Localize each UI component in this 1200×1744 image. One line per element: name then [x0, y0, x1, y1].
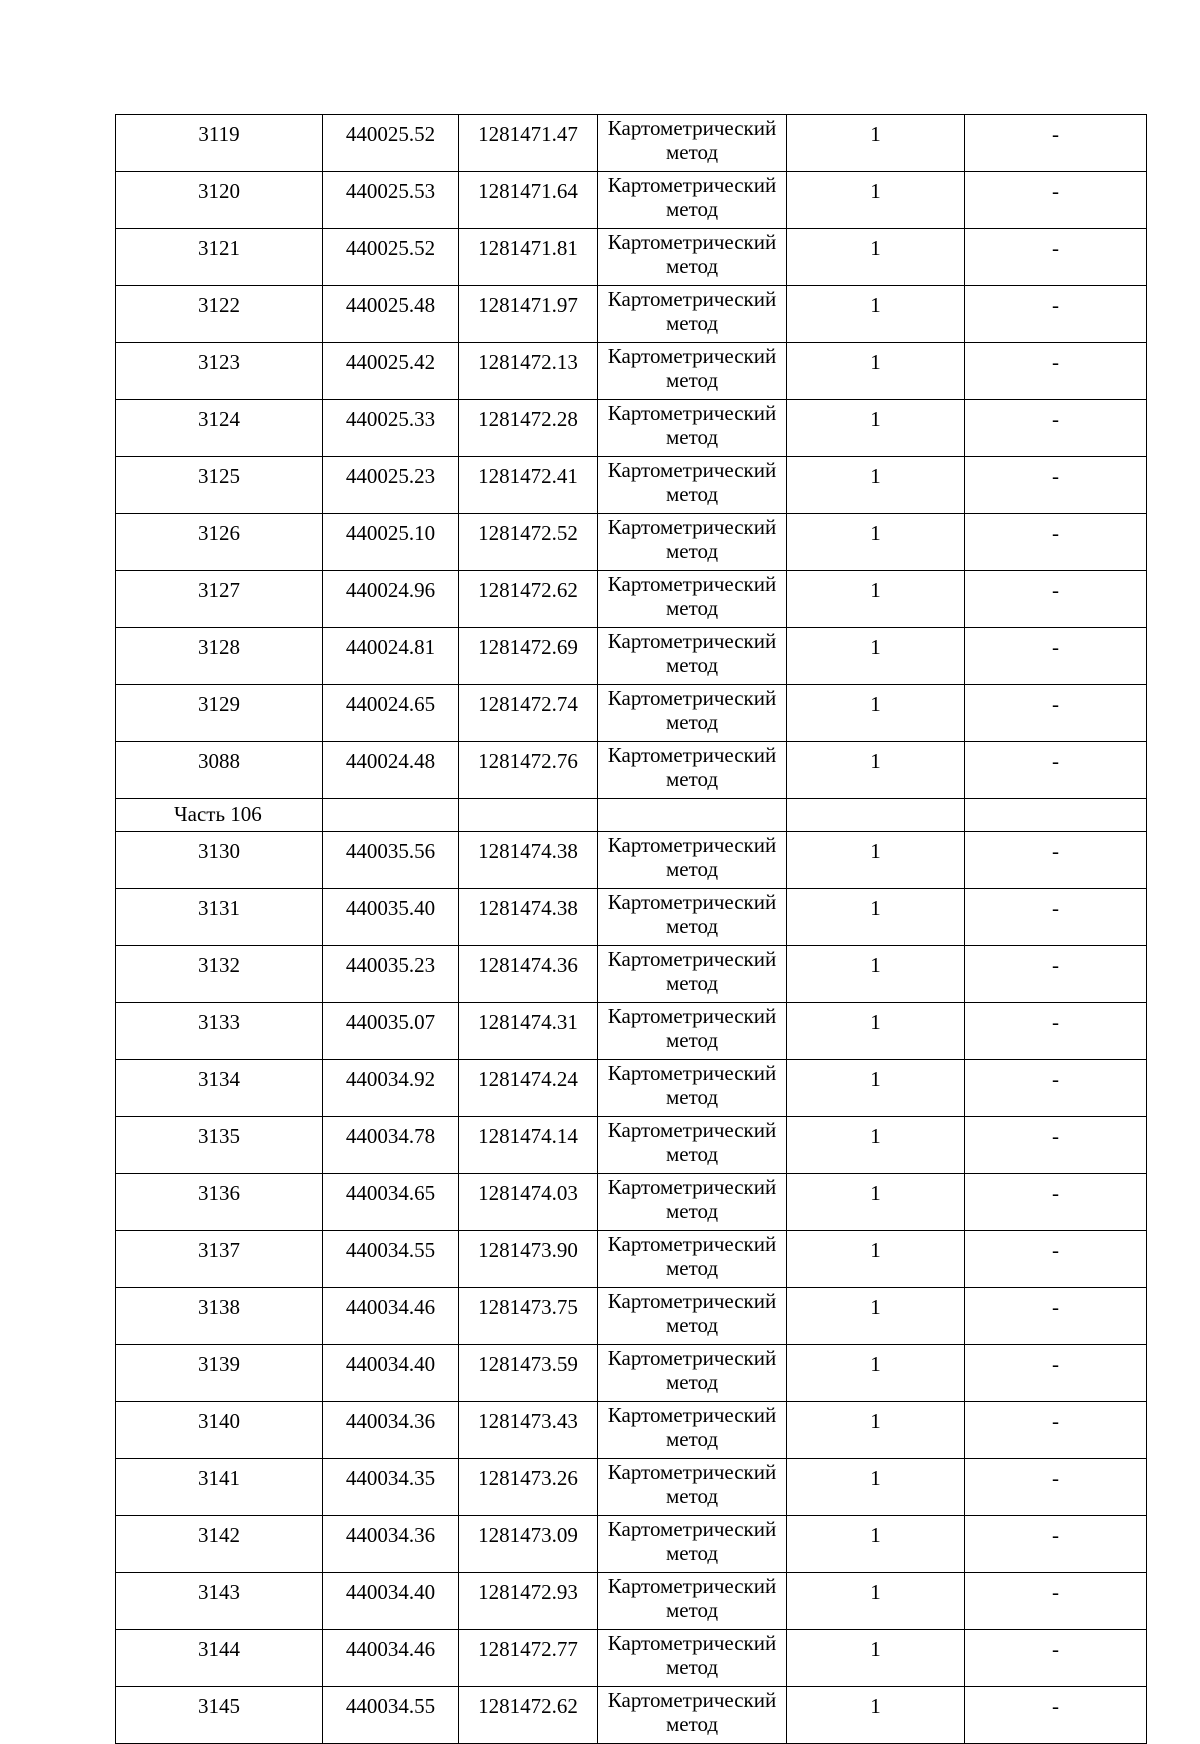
method-cell: [598, 946, 787, 1003]
point-number-cell: 3127: [116, 571, 323, 628]
x-coordinate-cell: 440024.65: [323, 685, 459, 742]
x-coordinate-cell: 440034.36: [323, 1402, 459, 1459]
method-line-1: Картометрический: [607, 890, 777, 914]
method-cell: [598, 1345, 787, 1402]
method-line-2: метод: [665, 971, 719, 995]
method-cell: [598, 1288, 787, 1345]
table-row: [116, 1402, 1147, 1459]
y-coordinate-cell: 1281472.69: [459, 628, 598, 685]
table-row: [116, 115, 1147, 172]
accuracy-cell: 1: [787, 889, 965, 946]
note-cell: -: [965, 286, 1147, 343]
method-cell: [598, 571, 787, 628]
method-line-1: Картометрический: [607, 1175, 777, 1199]
note-cell: -: [965, 832, 1147, 889]
table-row: [116, 1174, 1147, 1231]
note-cell: -: [965, 1288, 1147, 1345]
method-cell: [598, 1003, 787, 1060]
point-number-cell: 3145: [116, 1687, 323, 1744]
table-row: [116, 172, 1147, 229]
point-number-cell: 3122: [116, 286, 323, 343]
y-coordinate-cell: 1281473.59: [459, 1345, 598, 1402]
method-line-2: метод: [665, 197, 719, 221]
method-line-2: метод: [665, 1199, 719, 1223]
table-row: [116, 1231, 1147, 1288]
method-cell: [598, 400, 787, 457]
part-header-row: [116, 799, 1147, 832]
method-cell: [598, 457, 787, 514]
table-row: [116, 1288, 1147, 1345]
note-cell: -: [965, 172, 1147, 229]
y-coordinate-cell: 1281474.31: [459, 1003, 598, 1060]
note-cell: -: [965, 1345, 1147, 1402]
x-coordinate-cell: 440034.36: [323, 1516, 459, 1573]
table-row: [116, 1516, 1147, 1573]
method-line-2: метод: [665, 539, 719, 563]
y-coordinate-cell: 1281474.38: [459, 832, 598, 889]
x-coordinate-cell: 440025.53: [323, 172, 459, 229]
point-number-cell: 3137: [116, 1231, 323, 1288]
note-cell: -: [965, 1231, 1147, 1288]
y-coordinate-cell: 1281472.52: [459, 514, 598, 571]
table-row: [116, 457, 1147, 514]
method-line-2: метод: [665, 1484, 719, 1508]
x-coordinate-cell: 440035.23: [323, 946, 459, 1003]
method-cell: [598, 514, 787, 571]
method-line-1: Картометрический: [607, 833, 777, 857]
y-coordinate-cell: 1281472.41: [459, 457, 598, 514]
table-row: [116, 514, 1147, 571]
accuracy-cell: 1: [787, 1174, 965, 1231]
x-coordinate-cell: 440034.55: [323, 1687, 459, 1744]
method-line-2: метод: [665, 1427, 719, 1451]
point-number-cell: 3119: [116, 115, 323, 172]
note-cell: -: [965, 946, 1147, 1003]
note-cell: -: [965, 1687, 1147, 1744]
x-coordinate-cell: 440025.42: [323, 343, 459, 400]
point-number-cell: 3088: [116, 742, 323, 799]
y-coordinate-cell: 1281474.38: [459, 889, 598, 946]
method-cell: [598, 1630, 787, 1687]
accuracy-cell: 1: [787, 1573, 965, 1630]
accuracy-cell: 1: [787, 1231, 965, 1288]
accuracy-cell: 1: [787, 1687, 965, 1744]
method-line-1: Картометрический: [607, 1289, 777, 1313]
method-cell: [598, 889, 787, 946]
method-cell: [598, 229, 787, 286]
method-line-1: Картометрический: [607, 1346, 777, 1370]
accuracy-cell: 1: [787, 1117, 965, 1174]
point-number-cell: 3120: [116, 172, 323, 229]
point-number-cell: 3126: [116, 514, 323, 571]
method-line-1: Картометрический: [607, 1631, 777, 1655]
note-cell: -: [965, 457, 1147, 514]
x-coordinate-cell: 440034.46: [323, 1630, 459, 1687]
x-coordinate-cell: 440035.40: [323, 889, 459, 946]
note-cell: -: [965, 1117, 1147, 1174]
method-line-2: метод: [665, 1541, 719, 1565]
point-number-cell: 3142: [116, 1516, 323, 1573]
x-coordinate-cell: 440025.33: [323, 400, 459, 457]
note-cell: -: [965, 1573, 1147, 1630]
x-coordinate-cell: 440035.56: [323, 832, 459, 889]
accuracy-cell: 1: [787, 1459, 965, 1516]
method-line-2: метод: [665, 425, 719, 449]
y-coordinate-cell: 1281472.28: [459, 400, 598, 457]
accuracy-cell: 1: [787, 457, 965, 514]
method-line-1: Картометрический: [607, 458, 777, 482]
note-cell: -: [965, 514, 1147, 571]
x-coordinate-cell: 440025.23: [323, 457, 459, 514]
accuracy-cell: 1: [787, 742, 965, 799]
point-number-cell: 3131: [116, 889, 323, 946]
empty-cell: [965, 799, 1147, 832]
point-number-cell: 3124: [116, 400, 323, 457]
method-line-1: Картометрический: [607, 1688, 777, 1712]
table-row: [116, 946, 1147, 1003]
point-number-cell: 3130: [116, 832, 323, 889]
note-cell: -: [965, 628, 1147, 685]
method-line-2: метод: [665, 1313, 719, 1337]
accuracy-cell: 1: [787, 1630, 965, 1687]
table-row: [116, 1573, 1147, 1630]
method-cell: [598, 343, 787, 400]
table-row: [116, 229, 1147, 286]
method-cell: [598, 1174, 787, 1231]
method-cell: [598, 115, 787, 172]
point-number-cell: 3128: [116, 628, 323, 685]
point-number-cell: 3143: [116, 1573, 323, 1630]
method-line-2: метод: [665, 1655, 719, 1679]
table-row: [116, 343, 1147, 400]
method-cell: [598, 1060, 787, 1117]
x-coordinate-cell: 440034.78: [323, 1117, 459, 1174]
x-coordinate-cell: 440025.10: [323, 514, 459, 571]
method-line-1: Картометрический: [607, 173, 777, 197]
accuracy-cell: 1: [787, 1060, 965, 1117]
table-row: [116, 685, 1147, 742]
point-number-cell: 3125: [116, 457, 323, 514]
accuracy-cell: 1: [787, 286, 965, 343]
note-cell: -: [965, 400, 1147, 457]
x-coordinate-cell: 440034.35: [323, 1459, 459, 1516]
method-line-2: метод: [665, 1598, 719, 1622]
point-number-cell: 3134: [116, 1060, 323, 1117]
point-number-cell: 3121: [116, 229, 323, 286]
method-line-2: метод: [665, 914, 719, 938]
method-line-1: Картометрический: [607, 230, 777, 254]
x-coordinate-cell: 440034.40: [323, 1345, 459, 1402]
method-line-1: Картометрический: [607, 515, 777, 539]
accuracy-cell: 1: [787, 571, 965, 628]
accuracy-cell: 1: [787, 343, 965, 400]
y-coordinate-cell: 1281473.26: [459, 1459, 598, 1516]
method-line-1: Картометрический: [607, 1517, 777, 1541]
accuracy-cell: 1: [787, 115, 965, 172]
accuracy-cell: 1: [787, 514, 965, 571]
method-line-1: Картометрический: [607, 1232, 777, 1256]
method-line-2: метод: [665, 1370, 719, 1394]
x-coordinate-cell: 440024.48: [323, 742, 459, 799]
method-line-2: метод: [665, 482, 719, 506]
accuracy-cell: 1: [787, 1345, 965, 1402]
point-number-cell: 3139: [116, 1345, 323, 1402]
point-number-cell: 3129: [116, 685, 323, 742]
accuracy-cell: 1: [787, 1402, 965, 1459]
x-coordinate-cell: 440034.65: [323, 1174, 459, 1231]
table-row: [116, 1687, 1147, 1744]
method-cell: [598, 628, 787, 685]
coordinates-table: [115, 114, 1147, 1744]
table-row: [116, 1117, 1147, 1174]
y-coordinate-cell: 1281471.81: [459, 229, 598, 286]
y-coordinate-cell: 1281474.14: [459, 1117, 598, 1174]
note-cell: -: [965, 571, 1147, 628]
method-cell: [598, 832, 787, 889]
method-line-2: метод: [665, 653, 719, 677]
empty-cell: [598, 799, 787, 832]
table-row: [116, 742, 1147, 799]
table-row: [116, 1459, 1147, 1516]
method-line-1: Картометрический: [607, 947, 777, 971]
accuracy-cell: 1: [787, 229, 965, 286]
note-cell: -: [965, 1174, 1147, 1231]
method-cell: [598, 1402, 787, 1459]
note-cell: -: [965, 1630, 1147, 1687]
y-coordinate-cell: 1281474.24: [459, 1060, 598, 1117]
x-coordinate-cell: 440035.07: [323, 1003, 459, 1060]
note-cell: -: [965, 1003, 1147, 1060]
method-line-2: метод: [665, 368, 719, 392]
note-cell: -: [965, 343, 1147, 400]
method-line-1: Картометрический: [607, 116, 777, 140]
method-cell: [598, 1117, 787, 1174]
table-row: [116, 400, 1147, 457]
y-coordinate-cell: 1281472.62: [459, 1687, 598, 1744]
method-line-1: Картометрический: [607, 686, 777, 710]
method-cell: [598, 685, 787, 742]
method-cell: [598, 1687, 787, 1744]
method-line-1: Картометрический: [607, 401, 777, 425]
table-row: [116, 1345, 1147, 1402]
method-line-2: метод: [665, 140, 719, 164]
method-line-2: метод: [665, 1085, 719, 1109]
accuracy-cell: 1: [787, 400, 965, 457]
note-cell: -: [965, 229, 1147, 286]
method-line-2: метод: [665, 857, 719, 881]
y-coordinate-cell: 1281473.43: [459, 1402, 598, 1459]
y-coordinate-cell: 1281474.36: [459, 946, 598, 1003]
method-line-1: Картометрический: [607, 1061, 777, 1085]
accuracy-cell: 1: [787, 1003, 965, 1060]
method-line-2: метод: [665, 1028, 719, 1052]
x-coordinate-cell: 440025.48: [323, 286, 459, 343]
accuracy-cell: 1: [787, 1288, 965, 1345]
x-coordinate-cell: 440034.55: [323, 1231, 459, 1288]
table-body: [116, 115, 1147, 1744]
x-coordinate-cell: 440024.96: [323, 571, 459, 628]
point-number-cell: 3141: [116, 1459, 323, 1516]
x-coordinate-cell: 440034.92: [323, 1060, 459, 1117]
y-coordinate-cell: 1281472.13: [459, 343, 598, 400]
y-coordinate-cell: 1281472.62: [459, 571, 598, 628]
table-row: [116, 1060, 1147, 1117]
accuracy-cell: 1: [787, 172, 965, 229]
y-coordinate-cell: 1281471.97: [459, 286, 598, 343]
empty-cell: [323, 799, 459, 832]
point-number-cell: 3123: [116, 343, 323, 400]
point-number-cell: 3136: [116, 1174, 323, 1231]
y-coordinate-cell: 1281473.90: [459, 1231, 598, 1288]
y-coordinate-cell: 1281473.75: [459, 1288, 598, 1345]
method-line-1: Картометрический: [607, 1574, 777, 1598]
accuracy-cell: 1: [787, 946, 965, 1003]
table-row: [116, 628, 1147, 685]
method-line-1: Картометрический: [607, 629, 777, 653]
method-cell: [598, 1231, 787, 1288]
point-number-cell: 3133: [116, 1003, 323, 1060]
method-cell: [598, 172, 787, 229]
accuracy-cell: 1: [787, 1516, 965, 1573]
method-line-1: Картометрический: [607, 743, 777, 767]
point-number-cell: 3135: [116, 1117, 323, 1174]
method-cell: [598, 1459, 787, 1516]
empty-cell: [459, 799, 598, 832]
x-coordinate-cell: 440034.46: [323, 1288, 459, 1345]
point-number-cell: 3138: [116, 1288, 323, 1345]
method-line-1: Картометрический: [607, 1403, 777, 1427]
y-coordinate-cell: 1281472.93: [459, 1573, 598, 1630]
note-cell: -: [965, 1459, 1147, 1516]
method-line-2: метод: [665, 767, 719, 791]
note-cell: -: [965, 685, 1147, 742]
note-cell: -: [965, 889, 1147, 946]
accuracy-cell: 1: [787, 685, 965, 742]
table-row: [116, 286, 1147, 343]
method-line-2: метод: [665, 254, 719, 278]
y-coordinate-cell: 1281472.74: [459, 685, 598, 742]
method-line-1: Картометрический: [607, 287, 777, 311]
note-cell: -: [965, 1516, 1147, 1573]
note-cell: -: [965, 1402, 1147, 1459]
y-coordinate-cell: 1281474.03: [459, 1174, 598, 1231]
y-coordinate-cell: 1281471.47: [459, 115, 598, 172]
y-coordinate-cell: 1281472.76: [459, 742, 598, 799]
empty-cell: [787, 799, 965, 832]
method-cell: [598, 742, 787, 799]
method-cell: [598, 1516, 787, 1573]
method-line-1: Картометрический: [607, 1460, 777, 1484]
method-line-2: метод: [665, 596, 719, 620]
accuracy-cell: 1: [787, 832, 965, 889]
table-row: [116, 571, 1147, 628]
point-number-cell: 3132: [116, 946, 323, 1003]
y-coordinate-cell: 1281472.77: [459, 1630, 598, 1687]
x-coordinate-cell: 440034.40: [323, 1573, 459, 1630]
method-line-2: метод: [665, 1256, 719, 1280]
point-number-cell: 3140: [116, 1402, 323, 1459]
y-coordinate-cell: 1281473.09: [459, 1516, 598, 1573]
method-line-1: Картометрический: [607, 1118, 777, 1142]
table-row: [116, 832, 1147, 889]
method-cell: [598, 1573, 787, 1630]
note-cell: -: [965, 742, 1147, 799]
method-line-1: Картометрический: [607, 572, 777, 596]
x-coordinate-cell: 440025.52: [323, 229, 459, 286]
method-line-2: метод: [665, 311, 719, 335]
table-row: [116, 889, 1147, 946]
note-cell: -: [965, 115, 1147, 172]
method-line-1: Картометрический: [607, 1004, 777, 1028]
table-row: [116, 1630, 1147, 1687]
y-coordinate-cell: 1281471.64: [459, 172, 598, 229]
method-cell: [598, 286, 787, 343]
point-number-cell: 3144: [116, 1630, 323, 1687]
table-row: [116, 1003, 1147, 1060]
method-line-2: метод: [665, 1712, 719, 1736]
x-coordinate-cell: 440025.52: [323, 115, 459, 172]
accuracy-cell: 1: [787, 628, 965, 685]
part-label: Часть 106: [116, 799, 323, 832]
method-line-2: метод: [665, 710, 719, 734]
method-line-2: метод: [665, 1142, 719, 1166]
method-line-1: Картометрический: [607, 344, 777, 368]
x-coordinate-cell: 440024.81: [323, 628, 459, 685]
note-cell: -: [965, 1060, 1147, 1117]
